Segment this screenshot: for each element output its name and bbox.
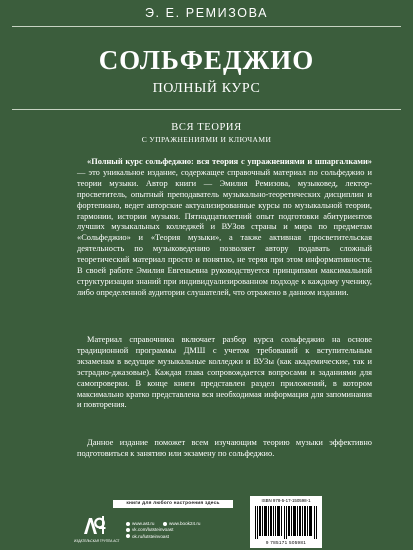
link-book24[interactable]: www.book24.ru [169, 521, 201, 526]
web-icon [126, 522, 130, 526]
ok-icon [126, 534, 130, 538]
link-ok[interactable]: ok.ru/lutsteinvoast [132, 533, 170, 539]
ok-link-row [126, 534, 200, 540]
promo-text: книги для любого настроения здесь [126, 501, 220, 506]
vk-icon [126, 528, 130, 532]
web-icon [163, 522, 167, 526]
publisher-links [126, 521, 200, 540]
book-subtitle: ПОЛНЫЙ КУРС [152, 81, 261, 96]
description-paragraph-2: Материал справочника включает разбор курса сольфеджио на основе традиционной программы ДМШ с учетом требований к вступительным экзаменам в ведущие музыкальные колледжи и ВУЗы (как академические, так и эстрадно-джазовые). Каждая глава сопровождается вопросами и заданиями для самопроверки. В конце книги представлен раздел приложений, в котором максимально кратко представлена вся необходимая информация для запоминания и повторения. [77, 335, 372, 410]
description-paragraph-1 [77, 157, 372, 299]
section-title: ВСЯ ТЕОРИЯ [171, 122, 242, 133]
link-ast[interactable]: www.ast.ru [132, 521, 155, 526]
author-name: Э. Е. РЕМИЗОВА [144, 6, 269, 20]
publisher-caption: ИЗДАТЕЛЬСКАЯ ГРУППА АСТ [74, 539, 120, 543]
barcode-icon [255, 506, 317, 539]
link-vk[interactable]: vk.com/lutsteinvoast [132, 527, 174, 533]
isbn-label: ISBN 978-5-17-150598-1 [261, 498, 311, 503]
description-text: — это уникальное издание, содержащее справочный материал по сольфеджио и теории музыки. Автор книги — Эмилия Ремизова, музыковед, лектор-просветитель, опытный преподаватель музыкально-теоретических дисциплин и фортепиано, ведет авторские актуализированные курсы по музыкальной теории, гармонии, истории музыки. Пятнадцатилетний опыт подготовки абитуриентов лучших музыкальных колледжей и ВУЗов страны и мира по предметам «Сольфеджио» и «Теория музыки», а также активная просветительская деятельность по музыковедению позволяет автору подавать сложный теоретический материал просто и понятно, не теряя при этом информативности. В своей работе Эмилия Евгеньевна руководствуется принципами максимальной структуризации знаний при индивидуализированном подходе к каждому ученику, либо определенной аудитории слушателей, что отражено в данном издании. [77, 167, 372, 297]
description-paragraph-3: Данное издание поможет всем изучающим теорию музыки эффективно подготовиться к занятию или экзамену по сольфеджио. [77, 438, 372, 458]
section-subtitle: С УПРАЖНЕНИЯМИ И КЛЮЧАМИ [141, 135, 272, 144]
description-lead: «Полный курс сольфеджио: вся теория с упражнениями и шпаргалками» [87, 157, 372, 166]
book-title: СОЛЬФЕДЖИО [98, 45, 315, 75]
top-divider [12, 26, 401, 27]
barcode-number: 9 785171 505981 [265, 540, 307, 545]
title-divider [12, 109, 401, 110]
ast-logo-icon [82, 514, 106, 536]
